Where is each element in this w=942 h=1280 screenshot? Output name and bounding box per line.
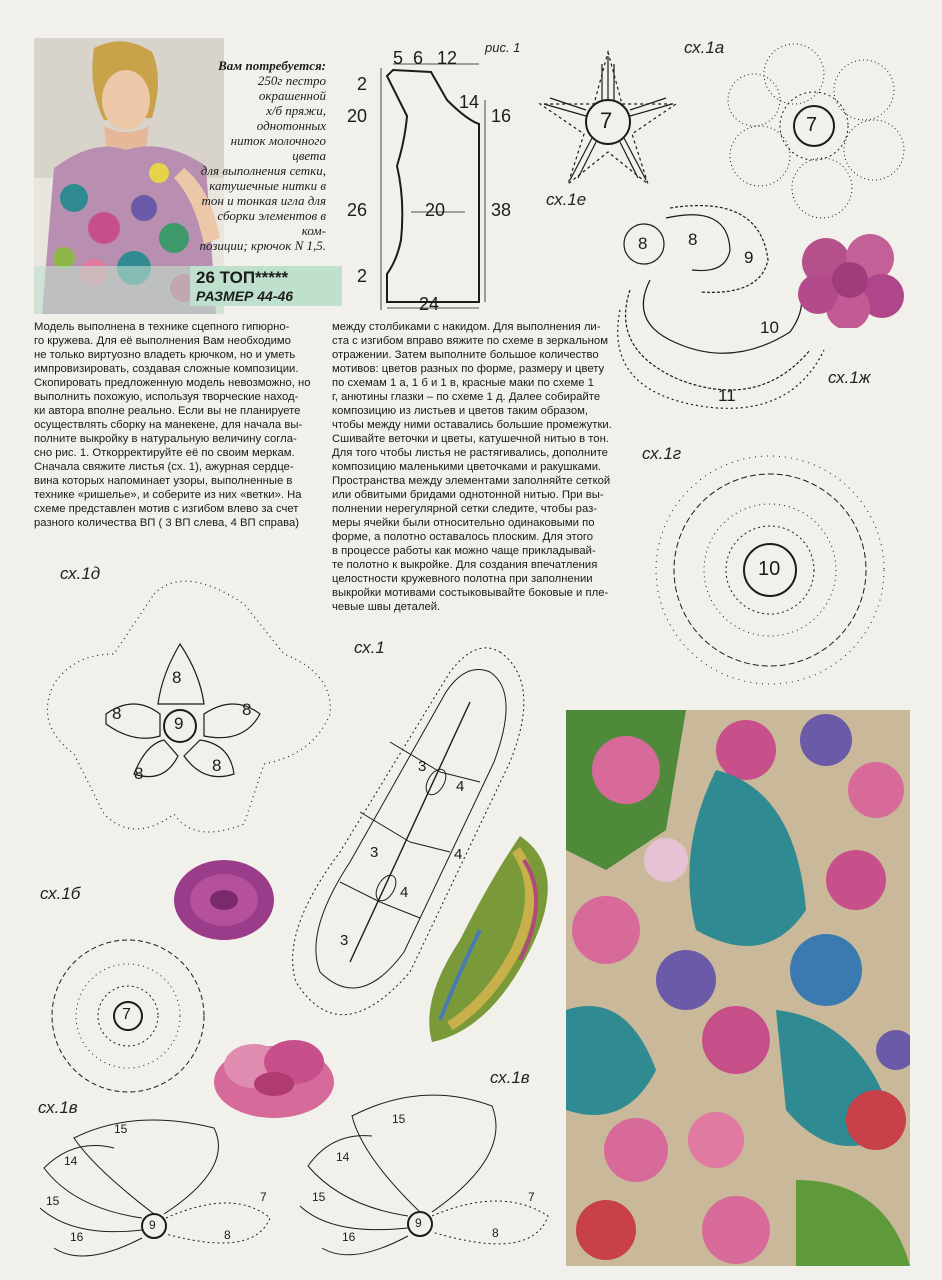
model-title-box [190, 266, 342, 306]
text-line: Для того чтобы листья не растягивались, дополните [332, 447, 608, 459]
diagram-1d-petal: 8 [134, 764, 144, 783]
pattern-dim: 38 [491, 200, 512, 220]
diagram-1d-label: сх.1д [60, 564, 101, 583]
diagram-1b-label: сх.1б [40, 884, 81, 903]
diagram-1d-petal: 8 [212, 756, 222, 775]
text-line: меры ячейки были относительно одинаковыми по [332, 517, 595, 529]
diagram-1e-label: сх.1е [546, 190, 587, 209]
text-column-2 [332, 320, 618, 614]
pattern-label: рис. 1 [485, 40, 521, 55]
pattern-figure [335, 40, 535, 320]
diagram-1-num: 3 [370, 844, 379, 861]
text-line: между столбиками с накидом. Для выполнения ли- [332, 321, 601, 333]
pattern-dim: 20 [425, 200, 446, 220]
diagram-1d-petal: 8 [172, 668, 182, 687]
diagram-1a-center: 7 [806, 114, 818, 136]
diagram-1b-drawing [34, 884, 220, 1100]
pattern-dim: 6 [413, 48, 424, 68]
diagram-1v-left-num: 14 [64, 1154, 78, 1168]
diagram-1d-petal: 8 [242, 700, 252, 719]
leaf-photo [420, 830, 560, 1046]
diagram-1-label: сх.1 [354, 638, 385, 657]
text-line: ста с изгибом вправо вяжите по схеме в зеркальном [332, 335, 608, 347]
text-line: те полотно к выкройке. Для создания впечатления [332, 559, 598, 571]
diagram-1-num: 4 [456, 778, 465, 795]
diagram-1v-left-num: 15 [114, 1122, 128, 1136]
text-line: композицию маленькими цветочками и ракушками. [332, 461, 602, 473]
text-line: отражении. Затем выполните большое количество [332, 349, 599, 361]
text-line: ки автора вполне реально. Если вы не планируете [34, 405, 301, 417]
diagram-1g [640, 444, 900, 692]
diagram-1g-label: сх.1г [642, 444, 682, 463]
diagram-1v-left-label: сх.1в [38, 1098, 78, 1117]
pattern-dim: 24 [419, 294, 440, 314]
diagram-1b-center: 7 [122, 1006, 131, 1023]
text-column-1 [34, 320, 330, 530]
text-line: Сначала свяжите листья (сх. 1), ажурная сердце- [34, 461, 294, 473]
pattern-dim: 2 [357, 266, 368, 286]
text-line: чевые швы деталей. [332, 601, 441, 613]
materials-block [196, 58, 326, 253]
pink-flower-photo-1 [796, 228, 906, 328]
pattern-dim: 26 [347, 200, 368, 220]
pattern-dim: 5 [393, 48, 404, 68]
pink-flower-image [796, 228, 906, 328]
pattern-dim: 20 [347, 106, 368, 126]
model-size: РАЗМЕР 44-46 [196, 288, 294, 304]
diagram-1zh-num: 8 [638, 234, 648, 253]
text-line: мотивов: цветов разных по форме, размеру и цвету [332, 363, 605, 375]
text-line: полните выкройку в натуральную величину согла- [34, 433, 297, 445]
diagram-1v-right-label: сх.1в [490, 1068, 530, 1087]
diagram-1-num: 3 [418, 758, 427, 775]
text-line: вина которых напоминает узоры, выполненные в [34, 475, 293, 487]
text-line: Скопировать предложенную модель невозможно, но [34, 377, 311, 389]
text-line: целостности кружевного полотна при заполнении [332, 573, 593, 585]
diagram-1v-right-num: 16 [342, 1230, 356, 1244]
diagram-1zh-num: 9 [744, 248, 754, 267]
text-line: полнении нерегулярной сетки следите, чтобы раз- [332, 503, 598, 515]
materials-line: ниток молочного цвета [230, 133, 326, 163]
diagram-1v-right-num: 15 [312, 1190, 326, 1204]
diagram-1zh-num: 8 [688, 230, 698, 249]
text-line: го кружева. Для её выполнения Вам необходимо [34, 335, 291, 347]
text-line: Сшивайте веточки и цветы, катушечной нитью в тон. [332, 433, 609, 445]
text-line: чтобы между ними оставались большие промежутки. [332, 419, 612, 431]
pattern-dim: 16 [491, 106, 512, 126]
text-line: схеме представлен мотив с изгибом влево за счет [34, 503, 299, 515]
diagram-1v-left-num: 15 [46, 1194, 60, 1208]
diagram-1g-center: 10 [758, 558, 781, 580]
diagram-1zh-num: 10 [760, 318, 779, 337]
diagram-1e [536, 40, 688, 220]
pattern-dim: 12 [437, 48, 458, 68]
diagram-1v-left-center: 9 [149, 1218, 156, 1232]
diagram-1v-right-center: 9 [415, 1216, 422, 1230]
leaf-image [420, 830, 560, 1046]
text-line: выкройки мотивами состыковывайте боковые и пле- [332, 587, 609, 599]
diagram-1v-left [34, 1098, 284, 1268]
pattern-dim: 14 [459, 92, 480, 112]
diagram-1e-center: 7 [600, 108, 613, 133]
text-line: технике «ришелье», и соберите из них «ветки». На [34, 489, 302, 501]
text-line: разного количества ВП ( 3 ВП слева, 4 ВП справа) [34, 517, 300, 529]
materials-line: х/б пряжи, однотонных [256, 103, 326, 133]
diagram-1v-left-num: 8 [224, 1228, 231, 1242]
diagram-1v-right-num: 7 [528, 1190, 535, 1204]
diagram-1v-right-num: 14 [336, 1150, 350, 1164]
materials-line: 250г пестро окрашенной [257, 73, 326, 103]
text-line: композицию из листьев и цветов таким образом, [332, 405, 589, 417]
text-line: выполнить похожую, используя творческие наход- [34, 391, 299, 403]
model-title: 26 ТОП***** [196, 268, 289, 287]
text-line: в процессе работы как можно чаще прикладывай- [332, 545, 596, 557]
materials-line: тон и тонкая игла для [201, 193, 326, 208]
diagram-1v-left-num: 16 [70, 1230, 84, 1244]
text-line: сно рис. 1. Откорректируйте её по своим меркам. [34, 447, 295, 459]
text-line: форме, а полотно оставалось плоским. Для этого [332, 531, 594, 543]
diagram-1d-center: 9 [174, 714, 184, 733]
text-line: или обвитыми бридами однотонной нитью. При вы- [332, 489, 604, 501]
diagram-1v-right-num: 15 [392, 1112, 406, 1126]
diagram-1zh-label: сх.1ж [828, 368, 871, 387]
materials-line: для выполнения сетки, [200, 163, 326, 178]
diagram-1d-petal: 8 [112, 704, 122, 723]
text-line: осуществлять сборку на манекене, для начала вы- [34, 419, 303, 431]
materials-line: катушечные нитки в [209, 178, 326, 193]
diagram-1v-right-num: 8 [492, 1226, 499, 1240]
text-line: по схемам 1 а, 1 б и 1 в, красные маки по схеме 1 [332, 377, 594, 389]
materials-line: сборки элементов в ком- [217, 208, 326, 238]
diagram-1-num: 4 [400, 884, 409, 901]
text-line: Модель выполнена в технике сцепного гипюрно- [34, 321, 290, 333]
diagram-1v-left-num: 7 [260, 1190, 267, 1204]
text-line: Пространства между элементами заполняйте сеткой [332, 475, 611, 487]
lace-closeup-image [566, 710, 910, 1266]
diagram-1a-label: сх.1а [684, 38, 725, 57]
diagram-1zh-num: 11 [718, 386, 736, 405]
diagram-1v-right [292, 1066, 562, 1270]
text-line: не только виртуозно владеть крючком, но и уметь [34, 349, 296, 361]
lace-closeup-photo [566, 710, 910, 1266]
text-line: импровизировать, создавая сложные композиции. [34, 363, 299, 375]
diagram-1-num: 4 [454, 846, 463, 863]
materials-line: позиции; крючок N 1,5. [199, 238, 326, 253]
diagram-1v-right-drawing [292, 1066, 562, 1270]
materials-title: Вам потребуется: [218, 58, 326, 73]
text-line: г, анютины глазки – по схеме 1 д. Далее собирайте [332, 391, 601, 403]
diagram-1-num: 3 [340, 932, 349, 949]
pattern-dim: 2 [357, 74, 368, 94]
diagram-1b [34, 884, 220, 1100]
